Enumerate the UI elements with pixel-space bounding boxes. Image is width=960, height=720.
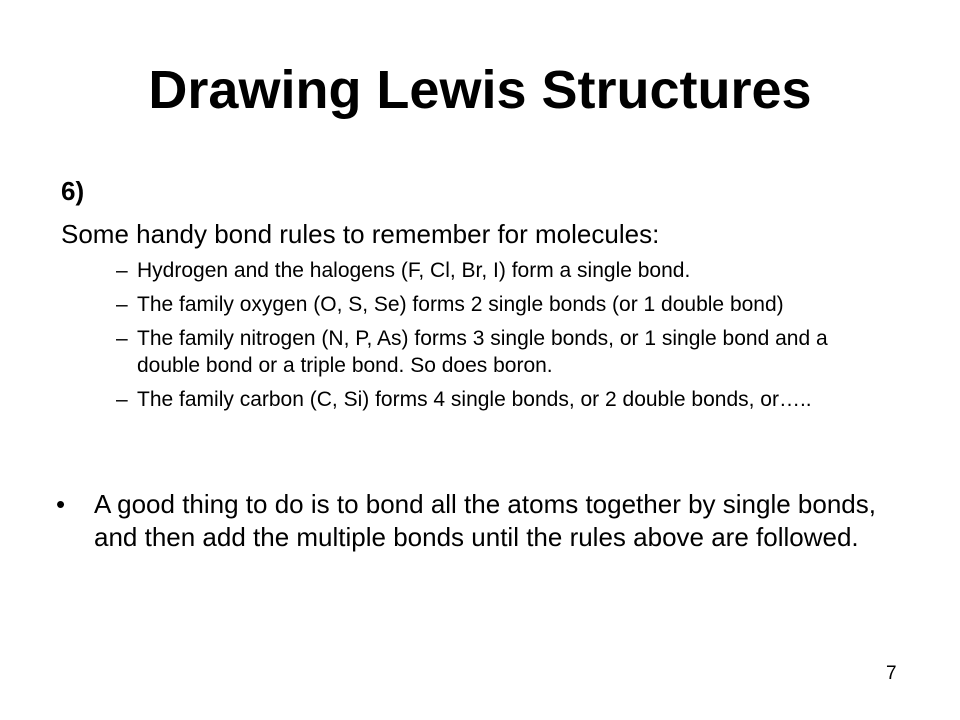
dash-marker: –: [116, 259, 128, 282]
bond-rule-item: [116, 291, 896, 318]
intro-text: Some handy bond rules to remember for molecules:: [61, 219, 660, 249]
bond-rule-text: Hydrogen and the halogens (F, Cl, Br, I) form a single bond.: [137, 259, 691, 282]
dash-marker: –: [116, 388, 128, 411]
tip-text: A good thing to do is to bond all the atoms together by single bonds, and then add the multiple bonds until the rules above are followed.: [94, 489, 876, 552]
dash-marker: –: [116, 293, 128, 316]
page-number: 7: [886, 663, 897, 684]
bond-rule-item: [116, 257, 896, 284]
bond-rule-text: The family nitrogen (N, P, As) forms 3 single bonds, or 1 single bond and a double bond or a triple bond. So does boron.: [137, 327, 828, 377]
bond-rule-text: The family oxygen (O, S, Se) forms 2 single bonds (or 1 double bond): [137, 293, 784, 316]
bullet-marker: •: [56, 489, 66, 519]
bond-rule-item: [116, 325, 896, 379]
step-label: 6): [61, 176, 85, 206]
bond-rule-text: The family carbon (C, Si) forms 4 single bonds, or 2 double bonds, or…..: [137, 388, 812, 411]
tip-bullet: [56, 488, 876, 554]
bond-rules-list: [116, 257, 896, 420]
bond-rule-item: [116, 386, 896, 413]
slide-title: Drawing Lewis Structures: [148, 60, 812, 120]
dash-marker: –: [116, 327, 128, 350]
